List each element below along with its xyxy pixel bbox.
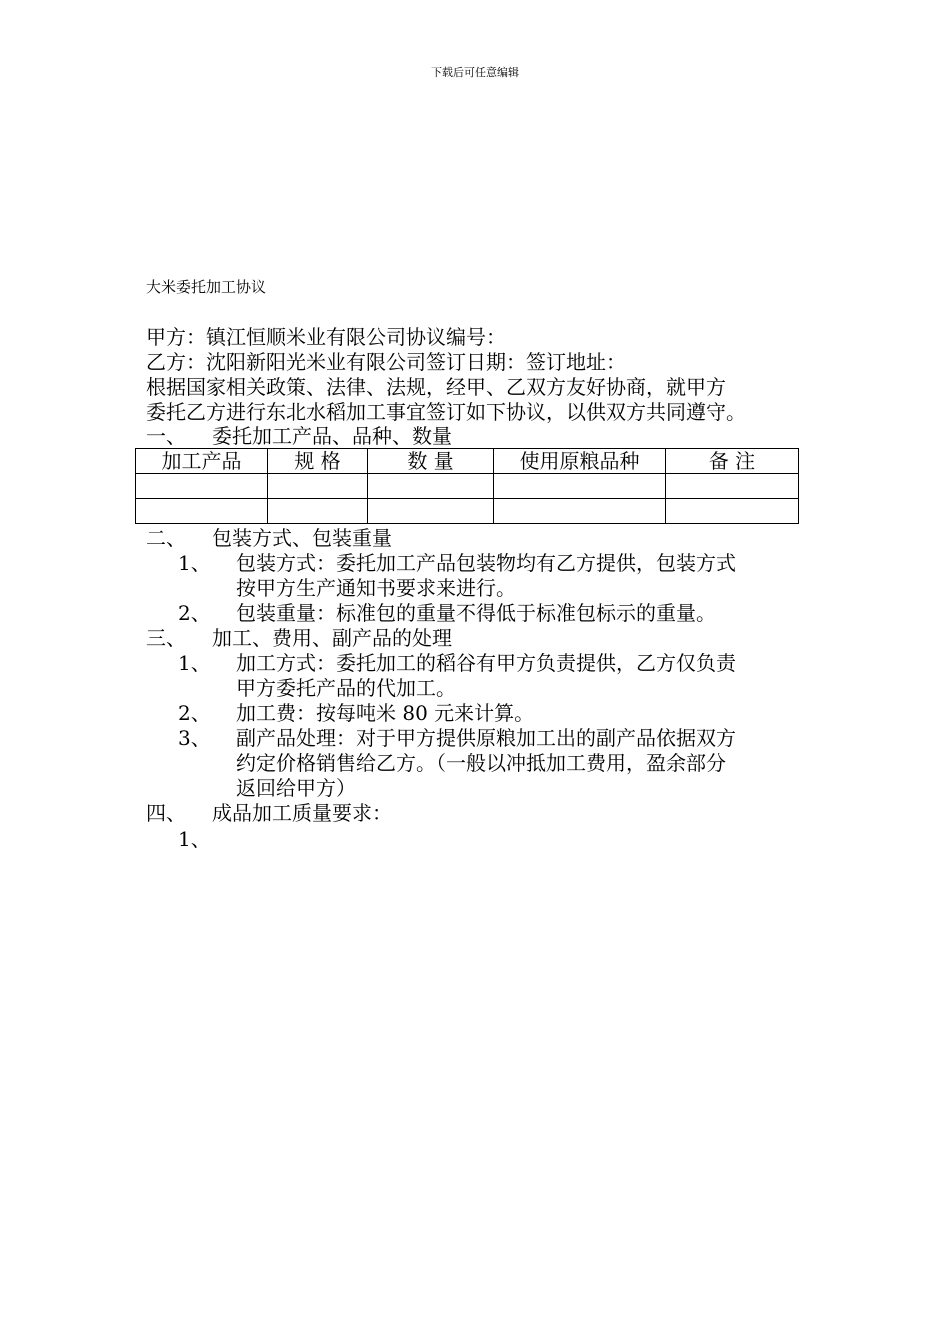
table-cell <box>666 499 799 524</box>
table-row <box>136 499 799 524</box>
table-cell <box>666 474 799 499</box>
section-2-item-1-line-2: 按甲方生产通知书要求来进行。 <box>236 576 516 600</box>
section-3-title: 加工、费用、副产品的处理 <box>212 626 452 650</box>
section-3-item-3-line-1: 副产品处理：对于甲方提供原粮加工出的副产品依据双方 <box>236 726 736 750</box>
section-2-item-1-line-1: 包装方式：委托加工产品包装物均有乙方提供，包装方式 <box>236 551 736 575</box>
preamble-line-2: 委托乙方进行东北水稻加工事宜签订如下协议，以供双方共同遵守。 <box>146 400 746 424</box>
column-header-product: 加工产品 <box>136 449 268 474</box>
section-4-title: 成品加工质量要求： <box>212 801 392 825</box>
processing-products-table <box>135 448 799 524</box>
section-3-item-2-number: 2、 <box>178 701 211 725</box>
section-2-title: 包装方式、包装重量 <box>212 526 392 550</box>
section-1-title: 委托加工产品、品种、数量 <box>212 424 452 448</box>
section-2-item-2-line-1: 包装重量：标准包的重量不得低于标准包标示的重量。 <box>236 601 716 625</box>
column-header-spec: 规 格 <box>268 449 368 474</box>
party-a-line: 甲方：镇江恒顺米业有限公司协议编号： <box>146 325 506 349</box>
section-2-item-2-number: 2、 <box>178 601 211 625</box>
section-2-label: 二、 <box>146 526 186 550</box>
section-2-item-1-number: 1、 <box>178 551 211 575</box>
section-4-item-1-number: 1、 <box>178 827 211 851</box>
section-3-item-3-number: 3、 <box>178 726 211 750</box>
section-1-label: 一、 <box>146 424 186 448</box>
section-3-item-2-line-1: 加工费：按每吨米 80 元来计算。 <box>236 701 535 725</box>
table-cell <box>494 499 666 524</box>
table-cell <box>136 474 268 499</box>
table-cell <box>136 499 268 524</box>
party-b-line: 乙方：沈阳新阳光米业有限公司签订日期：签订地址： <box>146 350 626 374</box>
table-header-row <box>136 449 799 474</box>
table-cell <box>268 474 368 499</box>
column-header-remarks: 备 注 <box>666 449 799 474</box>
table-cell <box>368 474 494 499</box>
table-cell <box>268 499 368 524</box>
section-3-item-3-line-3: 返回给甲方） <box>236 776 356 800</box>
section-3-item-3-line-2: 约定价格销售给乙方。（一般以冲抵加工费用，盈余部分 <box>236 751 726 775</box>
column-header-quantity: 数 量 <box>368 449 494 474</box>
section-3-item-1-line-1: 加工方式：委托加工的稻谷有甲方负责提供，乙方仅负责 <box>236 651 736 675</box>
document-title: 大米委托加工协议 <box>146 278 267 296</box>
table-cell <box>368 499 494 524</box>
table-cell <box>494 474 666 499</box>
section-3-label: 三、 <box>146 626 186 650</box>
preamble-line-1: 根据国家相关政策、法律、法规，经甲、乙双方友好协商，就甲方 <box>146 375 726 399</box>
table-row <box>136 474 799 499</box>
column-header-grain-variety: 使用原粮品种 <box>494 449 666 474</box>
section-3-item-1-number: 1、 <box>178 651 211 675</box>
header-note: 下载后可任意编辑 <box>431 66 519 79</box>
section-3-item-1-line-2: 甲方委托产品的代加工。 <box>236 676 456 700</box>
section-4-label: 四、 <box>146 801 186 825</box>
